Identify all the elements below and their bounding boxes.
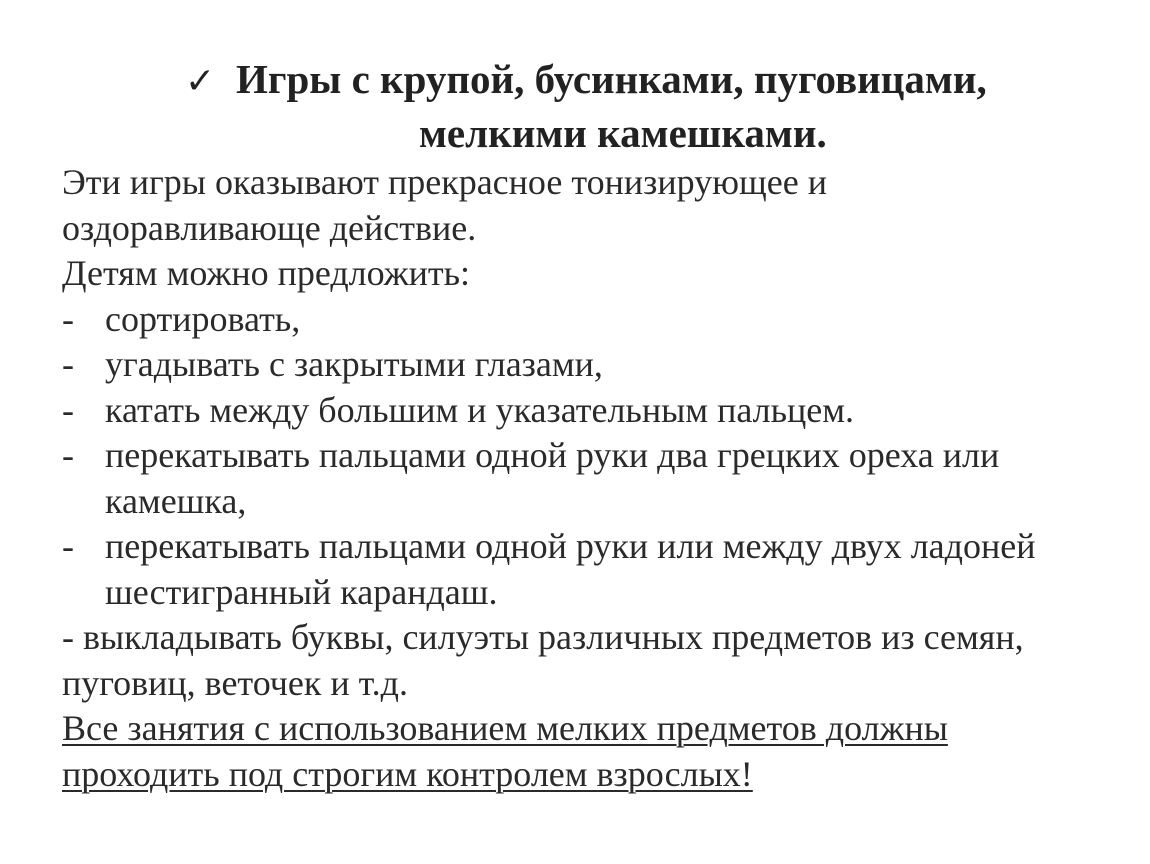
list-item [62,342,1122,388]
intro-line-2: оздоравливающе действие. [62,207,477,248]
warning-line-2: проходить под строгим контролем взрослых! [62,753,753,794]
body-text [62,160,1122,797]
last-item-line-1: - выкладывать буквы, силуэты различных предметов из семян, [62,617,1024,657]
list-dash: - [62,298,74,339]
list-item [62,388,1122,434]
list-item-text-continued: камешка, [105,480,247,521]
title-text-1: Игры с крупой, бусинками, пуговицами, [236,56,987,102]
list-dash: - [62,435,74,475]
warning-line-1: Все занятия с использованием мелких предметов должны [62,708,948,748]
list-item [62,297,1122,343]
intro-lead: Детям можно предложить: [62,253,471,293]
list-item [62,524,1122,615]
list-item-text: катать между большим и указательным пальцем. [105,389,855,430]
list-dash: - [62,389,74,430]
list-item-text: перекатывать пальцами одной руки или между двух ладоней [105,526,1036,566]
list-item-text-continued: шестигранный карандаш. [105,571,498,612]
list-item [62,433,1122,524]
list-dash: - [62,344,74,384]
last-item-line-2: пуговиц, веточек и т.д. [62,662,408,703]
list-item-text: перекатывать пальцами одной руки два грецких ореха или [105,435,1000,475]
title-line-2: мелкими камешками. [419,110,827,156]
intro-line-1: Эти игры оказывают прекрасное тонизирующее и [62,162,827,202]
list-dash: - [62,526,74,566]
check-icon: ✓ [185,61,216,101]
list-item-text: угадывать с закрытыми глазами, [105,344,603,384]
warning-note [62,706,1122,797]
list-item-text: сортировать, [105,298,301,339]
title-line-1 [185,52,987,108]
